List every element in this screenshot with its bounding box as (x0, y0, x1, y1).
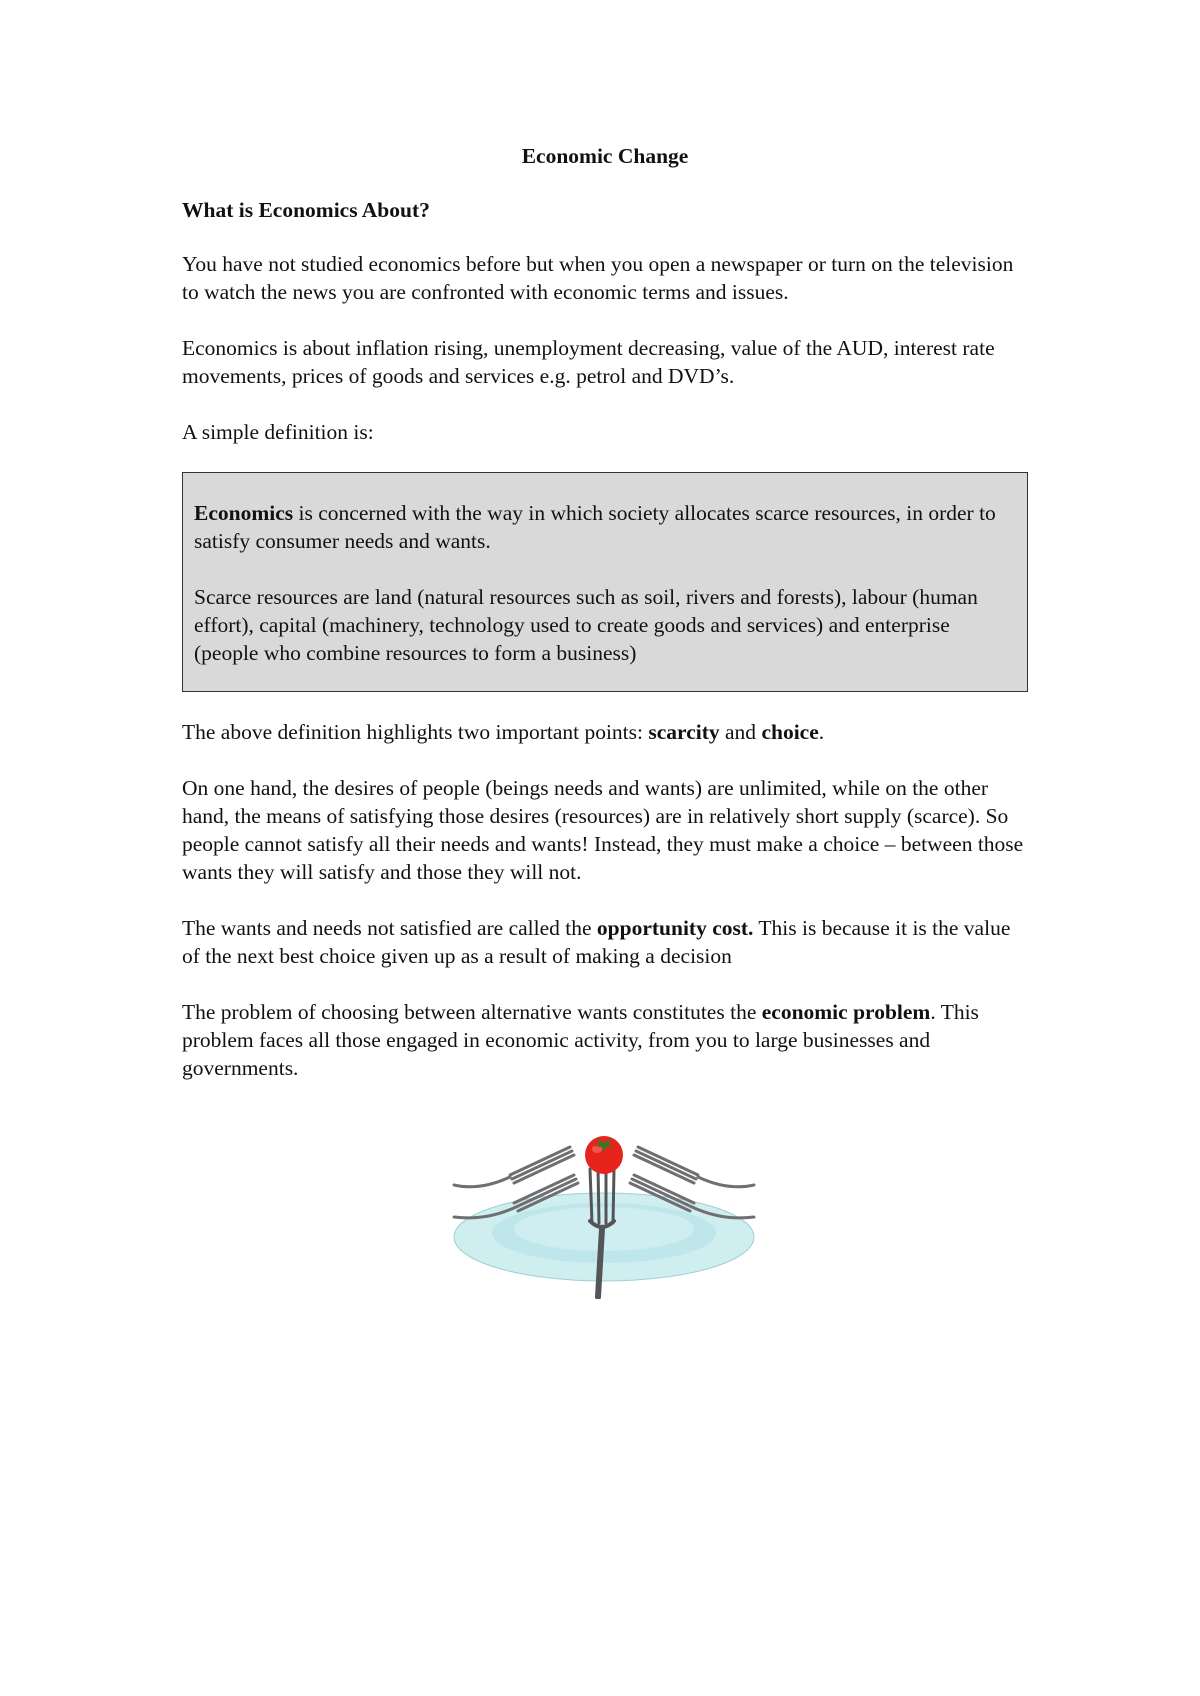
plate-forks-tomato-image (450, 1125, 758, 1299)
highlights-end: . (818, 720, 825, 744)
scarcity-term: scarcity (648, 720, 720, 744)
document-body (182, 142, 1028, 1110)
economic-problem-term: economic problem (761, 1000, 931, 1024)
resources-paragraph: Scarce resources are land (natural resources such as soil, rivers and forests), labour (human effort), capital (machinery, technology used to create goods and services) and enterprise (people who combine resources to form a business) (194, 585, 978, 665)
problem-text-end: . This problem faces all those engaged in economic activity, from you to large businesses and governments. (182, 1000, 979, 1080)
desires-paragraph: On one hand, the desires of people (beings needs and wants) are unlimited, while on the other hand, the means of satisfying those desires (resources) are in relatively short supply (scarce). So people cannot satisfy all their needs and wants! Instead, they must make a choice – between those wants they will satisfy and those they will not. (182, 776, 1024, 884)
problem-text: The problem of choosing between alternative wants constitutes the (182, 1000, 762, 1024)
intro-paragraph: You have not studied economics before but when you open a newspaper or turn on the television to watch the news you are confronted with economic terms and issues. (182, 252, 1014, 304)
definition-text: is concerned with the way in which society allocates scarce resources, in order to satisfy consumer needs and wants. (194, 501, 996, 553)
page-title: Economic Change (521, 144, 689, 168)
definition-paragraph (194, 499, 1017, 555)
about-paragraph: Economics is about inflation rising, unemployment decreasing, value of the AUD, interest rate movements, prices of goods and services e.g. petrol and DVD’s. (182, 336, 995, 388)
definition-lead: A simple definition is: (182, 420, 374, 444)
section-heading: What is Economics About? (182, 198, 430, 222)
highlights-paragraph (182, 718, 1028, 746)
highlights-text: The above definition highlights two important points: (182, 720, 649, 744)
problem-paragraph (182, 998, 1028, 1082)
plate-forks-tomato-icon (450, 1125, 758, 1299)
definition-term: Economics (194, 501, 294, 525)
highlights-connector: and (719, 720, 762, 744)
opportunity-text: The wants and needs not satisfied are called the (182, 916, 597, 940)
opportunity-paragraph (182, 914, 1028, 970)
definition-box (182, 472, 1028, 692)
choice-term: choice (761, 720, 819, 744)
opportunity-cost-term: opportunity cost. (596, 916, 754, 940)
opportunity-text-end: This is because it is the value of the next best choice given up as a result of making a decision (182, 916, 1011, 968)
